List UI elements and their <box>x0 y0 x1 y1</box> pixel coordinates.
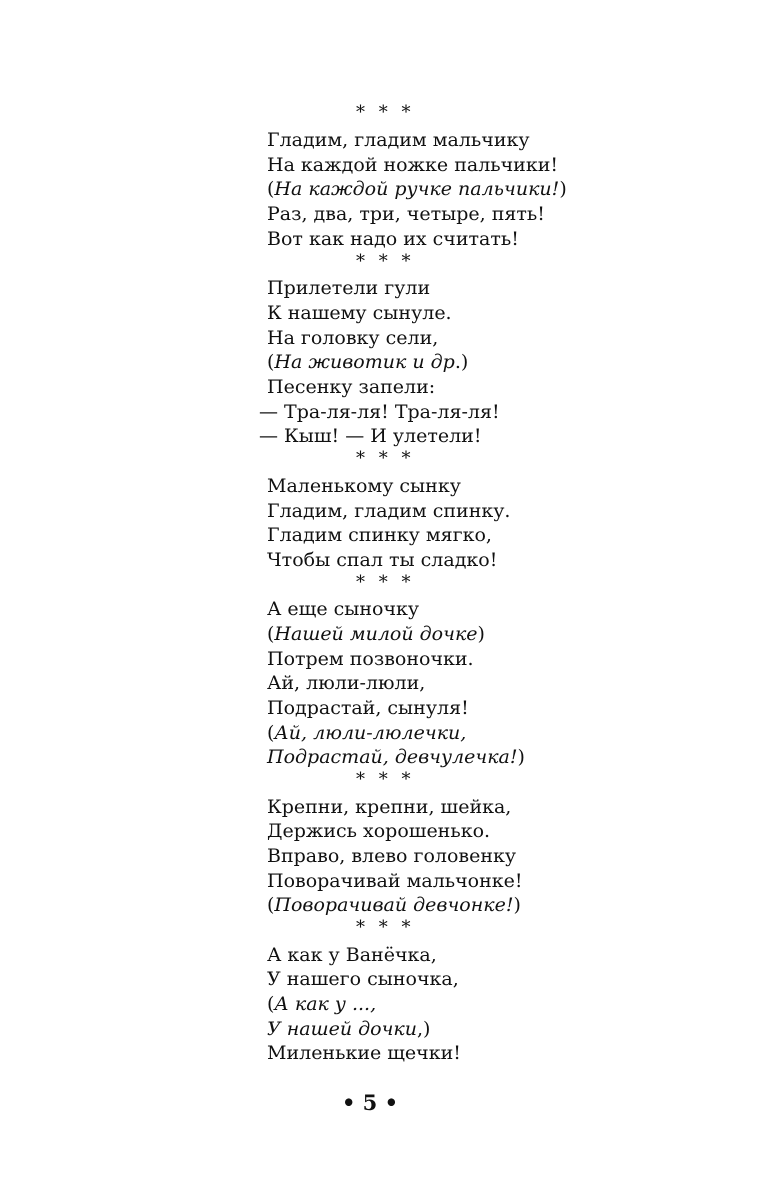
verse-line: (Поворачивай девчонке!) <box>267 894 521 916</box>
stanza-separator: * * * <box>356 769 415 790</box>
verse-line: (На животик и др.) <box>267 351 469 373</box>
verse-line: Подрастай, девчулечка!) <box>267 746 525 768</box>
verse-line: Крепни, крепни, шейка, <box>267 796 512 818</box>
verse-line: Миленькие щечки! <box>267 1042 461 1064</box>
verse-line: Держись хорошенько. <box>267 820 491 842</box>
verse-line: А еще сыночку <box>267 598 420 620</box>
verse-line: Подрастай, сынуля! <box>267 697 469 719</box>
verse-line: А как у Ванёчка, <box>267 944 437 966</box>
verse-line: На головку сели, <box>267 327 439 349</box>
verse-line: Гладим спинку мягко, <box>267 524 492 546</box>
verse-line: На каждой ножке пальчики! <box>267 154 559 176</box>
verse-line: Прилетели гули <box>267 277 431 299</box>
verse-line: (Ай, люли-люлечки, <box>267 722 467 744</box>
verse-line: Ай, люли-люли, <box>267 672 426 694</box>
verse-line: Чтобы спал ты сладко! <box>267 549 498 571</box>
verse-line: Поворачивай мальчонке! <box>267 870 523 892</box>
stanza-separator: * * * <box>356 572 415 593</box>
verse-line: Гладим, гладим спинку. <box>267 500 511 522</box>
verse-line: — Кыш! — И улетели! <box>259 425 482 447</box>
verse-line: Маленькому сынку <box>267 475 461 497</box>
verse-line: Вправо, влево головенку <box>267 845 517 867</box>
verse-line: (А как у ..., <box>267 993 377 1015</box>
verse-line: (Нашей милой дочке) <box>267 623 485 645</box>
verse-line: Потрем позвоночки. <box>267 648 474 670</box>
stanza-separator: * * * <box>356 917 415 938</box>
stanza-separator: * * * <box>356 448 415 469</box>
verse-line: Раз, два, три, четыре, пять! <box>267 203 545 225</box>
stanza-separator: * * * <box>356 102 415 123</box>
verse-line: (На каждой ручке пальчики!) <box>267 178 567 200</box>
verse-line: Гладим, гладим мальчику <box>267 129 530 151</box>
verse-line: У нашего сыночка, <box>267 968 459 990</box>
stanza-separator: * * * <box>356 251 415 272</box>
page-number: • 5 • <box>341 1090 399 1115</box>
verse-line: — Тра-ля-ля! Тра-ля-ля! <box>259 401 500 423</box>
verse-line: У нашей дочки,) <box>267 1018 431 1040</box>
verse-line: Песенку запели: <box>267 376 436 398</box>
verse-line: К нашему сынуле. <box>267 302 452 324</box>
verse-line: Вот как надо их считать! <box>267 228 519 250</box>
